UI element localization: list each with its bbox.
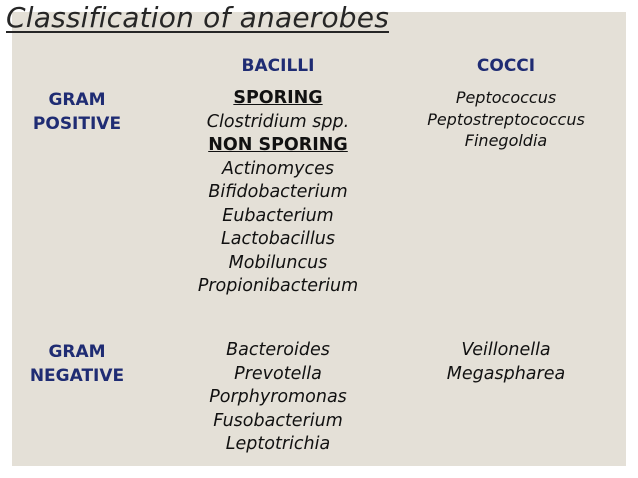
row-header-gram-positive — [12, 88, 142, 136]
organism-name: Mobiluncus — [228, 252, 328, 273]
non-sporing-subheading: NON SPORING — [208, 135, 348, 155]
page-title: Classification of anaerobes — [6, 1, 389, 34]
column-header-cocci: COCCI — [476, 56, 536, 76]
organism-name: Veillonella — [461, 340, 551, 360]
organism-name: Porphyromonas — [209, 387, 347, 407]
organism-name: Actinomyces — [221, 158, 335, 179]
cell-gram-positive-bacilli — [178, 87, 378, 299]
organism-name: Lactobacillus — [221, 229, 335, 249]
organism-name: Leptotrichia — [225, 434, 331, 454]
sporing-subheading: SPORING — [233, 88, 323, 108]
organism-name: Propionibacterium — [197, 276, 359, 296]
organism-name: Bifidobacterium — [208, 182, 348, 202]
row-header-line: GRAM — [48, 90, 106, 110]
row-header-line: NEGATIVE — [29, 366, 125, 386]
row-header-gram-negative — [12, 340, 142, 388]
organism-name: Eubacterium — [222, 205, 334, 226]
organism-name: Prevotella — [234, 363, 322, 384]
organism-name: Clostridium spp. — [206, 111, 350, 132]
organism-name: Peptostreptococcus — [427, 109, 585, 129]
cell-gram-negative-cocci — [406, 339, 606, 386]
organism-name: Bacteroides — [226, 340, 330, 360]
row-header-line: GRAM — [48, 342, 106, 362]
organism-name: Peptococcus — [455, 88, 557, 107]
organism-name: Finegoldia — [464, 131, 548, 150]
column-header-bacilli: BACILLI — [241, 56, 315, 76]
cell-gram-positive-cocci — [406, 87, 606, 152]
cell-gram-negative-bacilli — [178, 339, 378, 457]
organism-name: Fusobacterium — [213, 410, 343, 431]
organism-name: Megaspharea — [446, 363, 566, 384]
row-header-line: POSITIVE — [32, 114, 122, 134]
